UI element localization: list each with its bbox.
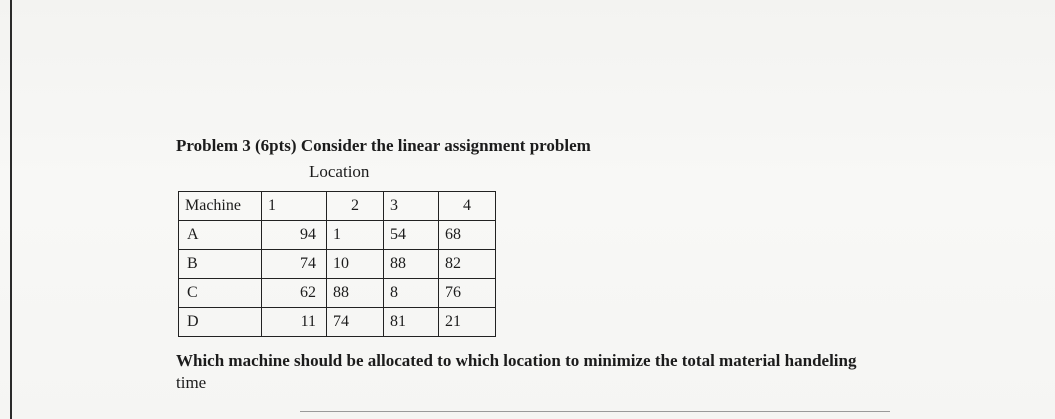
- question-text: [176, 350, 916, 394]
- cost-cell: 82: [439, 250, 496, 279]
- cost-cell: 8: [384, 279, 439, 308]
- cost-cell: 74: [327, 308, 384, 337]
- problem-heading: [176, 136, 591, 156]
- table-header-row: [179, 192, 496, 221]
- problem-title: Problem 3 (6pts): [176, 136, 297, 155]
- cost-cell: 62: [262, 279, 327, 308]
- cost-cell: 88: [384, 250, 439, 279]
- answer-rule-line: [300, 411, 890, 412]
- cost-cell: 88: [327, 279, 384, 308]
- header-cell-machine: Machine: [179, 192, 262, 221]
- cost-cell: 54: [384, 221, 439, 250]
- cost-cell: 81: [384, 308, 439, 337]
- header-cell-location-3: 3: [384, 192, 439, 221]
- assignment-cost-table: [178, 191, 496, 337]
- question-line-1: Which machine should be allocated to which location to minimize the total material handeling: [176, 351, 857, 370]
- cost-cell: 11: [262, 308, 327, 337]
- cost-cell: 74: [262, 250, 327, 279]
- cost-cell: 1: [327, 221, 384, 250]
- cost-cell: 76: [439, 279, 496, 308]
- table-row: [179, 279, 496, 308]
- machine-label: D: [179, 308, 262, 337]
- cost-cell: 68: [439, 221, 496, 250]
- table-row: [179, 221, 496, 250]
- table-row: [179, 250, 496, 279]
- cost-cell: 94: [262, 221, 327, 250]
- problem-statement: Consider the linear assignment problem: [296, 136, 591, 155]
- cost-cell: 21: [439, 308, 496, 337]
- header-cell-location-1: 1: [262, 192, 327, 221]
- machine-label: A: [179, 221, 262, 250]
- page-edge-shadow: [10, 0, 12, 419]
- header-cell-location-4: 4: [439, 192, 496, 221]
- question-line-2: time: [176, 373, 207, 392]
- table-row: [179, 308, 496, 337]
- location-group-label: Location: [309, 162, 370, 181]
- machine-label: C: [179, 279, 262, 308]
- machine-label: B: [179, 250, 262, 279]
- header-cell-location-2: 2: [327, 192, 384, 221]
- cost-cell: 10: [327, 250, 384, 279]
